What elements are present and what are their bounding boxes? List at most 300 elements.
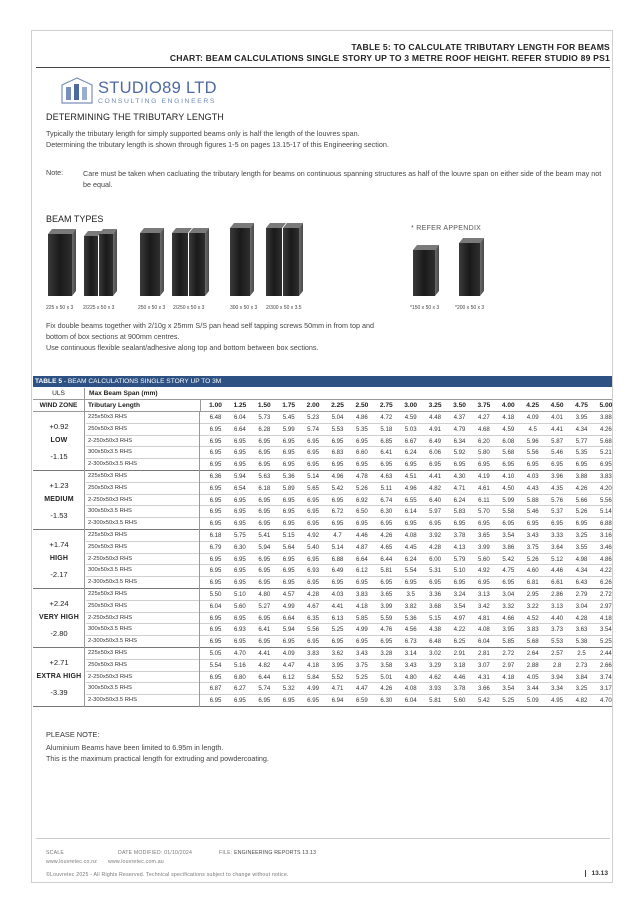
- span-value-cell: 3.04: [502, 591, 515, 598]
- span-value-cell: 5.14: [599, 508, 612, 516]
- span-value-cell: 6.95: [331, 461, 344, 469]
- span-value-cell: 6.95: [282, 697, 295, 705]
- span-value-cell: 6.80: [233, 673, 246, 681]
- span-value-cell: 6.95: [282, 520, 295, 528]
- span-value-cell: 4.03: [526, 473, 539, 480]
- span-value-cell: 5.35: [575, 449, 588, 457]
- span-value-cell: 3.58: [380, 661, 393, 669]
- span-value-cell: 6.95: [551, 520, 564, 528]
- span-value-cell: 4.70: [599, 697, 612, 705]
- span-value-cell: 2.97: [599, 602, 612, 610]
- span-value-cell: 5.12: [551, 555, 564, 563]
- span-value-cell: 6.95: [233, 449, 246, 457]
- span-value-cell: 4.62: [429, 673, 442, 681]
- footer-date: DATE MODIFIED: 01/10/2024: [118, 850, 193, 856]
- span-value-cell: 3.83: [307, 650, 320, 657]
- tributary-length-col: 1.25: [233, 402, 247, 409]
- span-value-cell: 4.61: [477, 484, 490, 492]
- span-value-cell: 6.41: [258, 626, 271, 634]
- tributary-length-header: Tributary Length: [88, 400, 201, 412]
- span-value-cell: 2.72: [502, 650, 515, 657]
- span-value-cell: 6.18: [209, 532, 222, 539]
- tributary-length-col: 3.75: [477, 402, 491, 409]
- company-name: STUDIO89 LTD: [98, 79, 217, 97]
- beam-type-cell: 2-300x50x3.5 RHS: [88, 459, 200, 471]
- span-value-cell: 5.04: [331, 414, 344, 421]
- span-value-cell: 4.99: [355, 626, 368, 634]
- span-value-cell: 5.42: [477, 697, 490, 705]
- span-value-cell: 6.87: [209, 685, 222, 693]
- span-value-cell: 3.43: [404, 661, 417, 669]
- span-value-cell: 4.46: [551, 567, 564, 575]
- wind-zone-block: [33, 412, 612, 471]
- span-value-cell: 3.36: [429, 591, 442, 598]
- span-value-cell: 5.36: [404, 614, 417, 622]
- span-value-cell: 3.34: [551, 685, 564, 693]
- span-value-cell: 2.81: [477, 650, 490, 657]
- tributary-length-col: 3.25: [428, 402, 442, 409]
- span-value-cell: 6.95: [258, 638, 271, 646]
- wind-zone-block: [33, 530, 612, 589]
- beam-type-cell: 2-300x50x3.5 RHS: [88, 695, 200, 707]
- span-value-cell: 6.95: [331, 496, 344, 504]
- beam-type-cell: 300x50x3.5 RHS: [88, 565, 200, 577]
- span-value-cell: 3.83: [599, 473, 612, 480]
- beam-type-cell: 2-250x50x3 RHS: [88, 436, 200, 448]
- span-value-cell: 6.06: [429, 449, 442, 457]
- beam-label: 2/300 x 50 x 3.5: [266, 305, 302, 311]
- beam-type-cell: 300x50x3.5 RHS: [88, 624, 200, 636]
- span-value-cell: 6.95: [258, 567, 271, 575]
- wind-zone-header: WIND ZONE: [33, 400, 85, 412]
- span-value-cell: 3.24: [453, 591, 466, 598]
- wind-zone-bottom: -1.53: [50, 511, 68, 520]
- span-value-cell: 4.47: [355, 685, 368, 693]
- table-row: [86, 695, 612, 707]
- beam-type-cell: 250x50x3 RHS: [88, 601, 200, 613]
- span-value-cell: 3.25: [575, 532, 588, 539]
- span-value-cell: 6.95: [307, 437, 320, 445]
- span-value-cell: 3.78: [453, 532, 466, 539]
- table-row: [86, 447, 612, 459]
- span-value-cell: 4.76: [380, 626, 393, 634]
- span-value-cell: 5.81: [380, 567, 393, 575]
- span-value-cell: 4.13: [453, 543, 466, 551]
- table-row: [86, 589, 612, 601]
- span-value-cell: 6.04: [209, 602, 222, 610]
- span-value-cell: 4.09: [526, 414, 539, 421]
- span-value-cell: 4.57: [282, 591, 295, 598]
- span-value-cell: 5.73: [258, 414, 271, 421]
- table-row: [86, 683, 612, 695]
- wind-zone-bottom: -2.17: [50, 570, 68, 579]
- span-value-cell: 6.95: [258, 555, 271, 563]
- span-value-cell: 4.7: [333, 532, 342, 539]
- span-value-cell: 5.89: [282, 484, 295, 492]
- uls-header: ULS: [33, 388, 85, 400]
- span-value-cell: 5.46: [526, 508, 539, 516]
- span-value-cell: 6.95: [209, 496, 222, 504]
- span-value-cell: 6.95: [258, 697, 271, 705]
- span-value-cell: 6.44: [258, 673, 271, 681]
- span-value-cell: 6.95: [282, 579, 295, 587]
- span-value-cell: 4.92: [307, 532, 320, 539]
- span-value-cell: 4.98: [575, 555, 588, 563]
- span-value-cell: 5.70: [477, 508, 490, 516]
- span-value-cell: 6.95: [233, 461, 246, 469]
- note-text: Care must be taken when cacluating the tributary length for beams on continuous spanning structures as half of the louvre span on either side of the beam may not be equal.: [83, 169, 602, 189]
- tributary-length-col: 2.75: [379, 402, 393, 409]
- span-value-cell: 5.10: [233, 591, 246, 598]
- span-value-cell: 5.94: [282, 626, 295, 634]
- wind-zone-label: [33, 412, 85, 471]
- span-value-cell: 4.41: [258, 650, 271, 657]
- span-value-cell: 4.22: [453, 626, 466, 634]
- fix-line-3: Use continuous flexible sealant/adhesive along top and bottom between box sections.: [46, 343, 319, 352]
- span-value-cell: 4.82: [575, 697, 588, 705]
- table-row: [86, 565, 612, 577]
- span-value-cell: 6.95: [355, 437, 368, 445]
- span-value-cell: 5.46: [551, 449, 564, 457]
- span-value-cell: 6.95: [258, 579, 271, 587]
- span-value-cell: 5.60: [453, 697, 466, 705]
- span-value-cell: 6.94: [331, 697, 344, 705]
- span-value-cell: 3.46: [599, 543, 612, 551]
- span-value-cell: 2.91: [453, 650, 466, 657]
- span-value-cell: 6.24: [453, 496, 466, 504]
- beam-type-cell: 250x50x3 RHS: [88, 424, 200, 436]
- span-value-cell: 6.95: [209, 425, 222, 433]
- span-value-cell: 4.91: [429, 425, 442, 433]
- span-value-cell: 3.95: [575, 414, 588, 421]
- span-value-cell: 6.04: [477, 638, 490, 646]
- wind-zone-name: VERY HIGH: [39, 614, 79, 621]
- span-value-cell: 6.95: [380, 461, 393, 469]
- table-row: [86, 424, 612, 436]
- tributary-length-col: 4.50: [550, 402, 564, 409]
- span-value-cell: 6.95: [209, 484, 222, 492]
- span-value-cell: 3.74: [599, 673, 612, 681]
- span-value-cell: 6.95: [209, 520, 222, 528]
- beam-type-cell: 225x50x3 RHS: [88, 412, 200, 424]
- span-value-cell: 6.04: [404, 697, 417, 705]
- span-value-cell: 5.59: [380, 614, 393, 622]
- span-value-cell: 6.95: [599, 461, 612, 469]
- span-value-cell: 6.95: [380, 520, 393, 528]
- footer-copyright: ©Louvretec 2025 - All Rights Reserved. Technical specifications subject to change without notice.: [46, 872, 289, 878]
- wind-zone-top: +1.23: [49, 481, 69, 490]
- span-value-cell: 6.50: [355, 508, 368, 516]
- wind-zone-top: +1.74: [49, 540, 69, 549]
- span-value-cell: 5.25: [599, 638, 612, 646]
- table-row: [86, 624, 612, 636]
- span-value-cell: 6.95: [282, 508, 295, 516]
- wind-zone-name: EXTRA HIGH: [36, 673, 82, 680]
- beam-225-double: [84, 229, 117, 296]
- table-header-row-2: [33, 400, 612, 412]
- span-value-cell: 6.95: [331, 437, 344, 445]
- span-value-cell: 5.25: [502, 697, 515, 705]
- span-value-cell: 6.95: [282, 461, 295, 469]
- span-value-cell: 3.83: [526, 626, 539, 634]
- span-value-cell: 6.41: [380, 449, 393, 457]
- span-value-cell: 6.95: [233, 567, 246, 575]
- span-value-cell: 6.18: [258, 484, 271, 492]
- span-value-cell: 4.37: [453, 414, 466, 421]
- span-value-cell: 4.34: [575, 567, 588, 575]
- span-value-cell: 5.35: [355, 425, 368, 433]
- beam-types-title: BEAM TYPES: [46, 214, 104, 224]
- span-value-cell: 5.60: [233, 602, 246, 610]
- span-value-cell: 6.95: [307, 496, 320, 504]
- span-value-cell: 5.63: [258, 473, 271, 480]
- span-value-cell: 6.64: [355, 555, 368, 563]
- span-value-cell: 3.43: [355, 650, 368, 657]
- span-value-cell: 3.73: [551, 626, 564, 634]
- span-value-cell: 4.70: [233, 650, 246, 657]
- span-value-cell: 5.79: [453, 555, 466, 563]
- section-title: DETERMINING THE TRIBUTARY LENGTH: [46, 112, 224, 122]
- span-value-cell: 4.08: [404, 532, 417, 539]
- span-value-cell: 4.66: [502, 614, 515, 622]
- beam-label: 225 x 50 x 3: [46, 305, 74, 311]
- table-row: [86, 471, 612, 483]
- span-value-cell: 2.97: [502, 661, 515, 669]
- table-body: [33, 412, 612, 707]
- span-value-cell: 6.95: [282, 437, 295, 445]
- span-value-cell: 5.45: [282, 414, 295, 421]
- span-value-cell: 6.95: [258, 496, 271, 504]
- beam-type-cell: 300x50x3.5 RHS: [88, 506, 200, 518]
- beam-200-single: [459, 238, 484, 296]
- beam-type-cell: 225x50x3 RHS: [88, 530, 200, 542]
- span-value-cell: 5.60: [477, 555, 490, 563]
- span-value-cell: 6.95: [209, 626, 222, 634]
- span-value-cell: 4.05: [526, 673, 539, 681]
- beam-type-cell: 225x50x3 RHS: [88, 648, 200, 660]
- span-value-cell: 6.95: [258, 437, 271, 445]
- span-value-cell: 3.68: [429, 602, 442, 610]
- span-value-cell: 6.95: [380, 638, 393, 646]
- span-value-cell: 4.08: [404, 685, 417, 693]
- table-row: [86, 554, 612, 566]
- span-value-cell: 4.26: [380, 685, 393, 693]
- span-value-cell: 4.96: [331, 473, 344, 480]
- span-value-cell: 6.95: [209, 673, 222, 681]
- span-value-cell: 5.09: [526, 697, 539, 705]
- wind-zone-block: [33, 589, 612, 648]
- span-value-cell: 6.95: [209, 461, 222, 469]
- span-value-cell: 4.51: [404, 473, 417, 480]
- span-value-cell: 3.86: [502, 543, 515, 551]
- span-value-cell: 4.59: [404, 414, 417, 421]
- span-value-cell: 2.66: [599, 661, 612, 669]
- span-value-cell: 3.54: [599, 626, 612, 634]
- footer-scale: SCALE: [46, 850, 65, 856]
- span-value-cell: 5.92: [453, 449, 466, 457]
- span-value-cell: 6.93: [307, 567, 320, 575]
- span-value-cell: 4.41: [551, 425, 564, 433]
- span-value-cell: 5.32: [282, 685, 295, 693]
- footer-file: [219, 850, 316, 856]
- span-value-cell: 3.88: [575, 473, 588, 480]
- span-value-cell: 3.16: [599, 532, 612, 539]
- wind-zone-name: LOW: [50, 437, 68, 444]
- span-value-cell: 6.00: [429, 555, 442, 563]
- span-value-cell: 4.26: [599, 425, 612, 433]
- span-value-cell: 4.79: [453, 425, 466, 433]
- span-value-cell: 4.27: [477, 414, 490, 421]
- span-value-cell: 4.18: [502, 673, 515, 681]
- span-value-cell: 4.28: [307, 591, 320, 598]
- tributary-length-col: 3.50: [453, 402, 466, 409]
- span-value-cell: 3.63: [575, 626, 588, 634]
- span-value-cell: 4.47: [282, 661, 295, 669]
- span-value-cell: 5.87: [551, 437, 564, 445]
- span-value-cell: 5.53: [331, 425, 344, 433]
- span-value-cell: 3.83: [355, 591, 368, 598]
- span-value-cell: 4.41: [331, 602, 344, 610]
- span-value-cell: 5.26: [526, 555, 539, 563]
- wind-zone-bottom: -1.15: [50, 452, 68, 461]
- wind-zone-block: [33, 471, 612, 530]
- span-value-cell: 6.88: [599, 520, 612, 528]
- span-value-cell: 6.95: [307, 579, 320, 587]
- span-value-cell: 2.73: [575, 661, 588, 669]
- span-value-cell: 6.95: [575, 520, 588, 528]
- beam-type-cell: 300x50x3.5 RHS: [88, 683, 200, 695]
- span-value-cell: 3.65: [380, 591, 393, 598]
- span-value-cell: 3.13: [551, 602, 564, 610]
- span-value-cell: 6.95: [331, 579, 344, 587]
- span-value-cell: 6.95: [282, 449, 295, 457]
- span-value-cell: 6.72: [331, 508, 344, 516]
- tributary-length-col: 2.00: [306, 402, 320, 409]
- span-value-cell: 6.25: [453, 638, 466, 646]
- span-value-cell: 6.81: [526, 579, 539, 587]
- beam-150-single: [413, 245, 439, 296]
- span-value-cell: 3.32: [502, 602, 515, 610]
- span-value-cell: 4.59: [502, 425, 515, 433]
- span-value-cell: 6.14: [404, 508, 417, 516]
- span-value-cell: 5.81: [429, 697, 442, 705]
- span-value-cell: 3.54: [453, 602, 466, 610]
- span-value-cell: 3.78: [453, 685, 466, 693]
- beam-type-cell: 225x50x3 RHS: [88, 589, 200, 601]
- wind-zone-name: MEDIUM: [44, 496, 74, 503]
- header-line-1: TABLE 5: TO CALCULATE TRIBUTARY LENGTH FOR BEAMS: [351, 42, 610, 52]
- span-value-cell: 6.11: [478, 496, 490, 504]
- span-value-cell: 6.95: [380, 579, 393, 587]
- span-value-cell: 4.01: [551, 414, 564, 421]
- span-value-cell: 5.40: [307, 543, 320, 551]
- beam-300-double: [266, 223, 303, 296]
- table-row: [86, 412, 612, 424]
- span-value-cell: 4.18: [355, 602, 368, 610]
- span-value-cell: 4.63: [380, 473, 393, 480]
- span-value-cell: 3.44: [526, 685, 539, 693]
- table-row: [86, 459, 612, 471]
- span-value-cell: 4.56: [404, 626, 417, 634]
- span-value-cell: 6.95: [429, 520, 442, 528]
- table-row: [86, 483, 612, 495]
- span-value-cell: 6.26: [599, 579, 612, 587]
- span-value-cell: 3.96: [551, 473, 564, 480]
- span-value-cell: 4.19: [477, 473, 490, 480]
- span-value-cell: 3.14: [404, 650, 417, 657]
- span-value-cell: 4.67: [307, 602, 320, 610]
- span-value-cell: 6.95: [258, 520, 271, 528]
- span-value-cell: 6.49: [331, 567, 344, 575]
- span-value-cell: 6.95: [233, 697, 246, 705]
- span-value-cell: 5.25: [355, 673, 368, 681]
- span-value-cell: 6.85: [380, 437, 393, 445]
- span-value-cell: 5.05: [209, 650, 222, 657]
- span-value-cell: 5.56: [599, 496, 612, 504]
- please-note-line-2: This is the maximum practical length for extruding and powdercoating.: [46, 754, 269, 763]
- span-value-cell: 4.52: [526, 614, 539, 622]
- note-label: Note:: [46, 168, 64, 177]
- span-value-cell: 6.95: [526, 461, 539, 469]
- span-value-cell: 6.95: [209, 437, 222, 445]
- span-value-cell: 5.14: [331, 543, 344, 551]
- table-row: [86, 495, 612, 507]
- span-value-cell: 6.95: [233, 614, 246, 622]
- span-value-cell: 6.30: [380, 697, 393, 705]
- span-value-cell: 5.84: [307, 673, 320, 681]
- span-value-cell: 6.95: [209, 567, 222, 575]
- span-value-cell: 6.95: [429, 579, 442, 587]
- span-value-cell: 4.26: [575, 484, 588, 492]
- span-value-cell: 6.48: [429, 638, 442, 646]
- max-span-header: Max Beam Span (mm): [89, 390, 158, 397]
- span-value-cell: 2.64: [526, 650, 539, 657]
- span-value-cell: 3.92: [429, 532, 442, 539]
- span-value-cell: 5.54: [404, 567, 417, 575]
- span-value-cell: 6.95: [502, 579, 515, 587]
- span-value-cell: 6.59: [355, 697, 368, 705]
- span-value-cell: 5.11: [380, 484, 392, 492]
- span-value-cell: 6.95: [477, 461, 490, 469]
- span-value-cell: 4.99: [307, 685, 320, 693]
- footer-url-nz[interactable]: www.louvretec.co.nz: [46, 859, 98, 865]
- wind-zone-label: [33, 648, 85, 707]
- span-value-cell: 6.95: [209, 508, 222, 516]
- span-value-cell: 3.07: [477, 661, 490, 669]
- span-value-cell: 6.95: [453, 461, 466, 469]
- span-value-cell: 5.64: [282, 543, 295, 551]
- span-value-cell: 5.66: [575, 496, 588, 504]
- span-value-cell: 3.33: [551, 532, 564, 539]
- footer-url-au[interactable]: www.louvretec.com.au: [108, 859, 164, 865]
- span-value-cell: 5.38: [575, 638, 588, 646]
- beam-type-cell: 2-300x50x3.5 RHS: [88, 577, 200, 589]
- span-value-cell: 6.30: [380, 508, 393, 516]
- span-value-cell: 6.95: [307, 508, 320, 516]
- span-value-cell: 6.95: [282, 567, 295, 575]
- span-value-cell: 4.40: [551, 614, 564, 622]
- beam-type-cell: 225x50x3 RHS: [88, 471, 200, 483]
- span-value-cell: 2.86: [551, 591, 564, 598]
- tributary-length-col: 4.25: [526, 402, 540, 409]
- span-value-cell: 6.95: [429, 461, 442, 469]
- beam-type-cell: 2-250x50x3 RHS: [88, 672, 200, 684]
- span-value-cell: 5.27: [258, 602, 271, 610]
- span-value-cell: 3.29: [429, 661, 442, 669]
- span-value-cell: 5.25: [331, 626, 344, 634]
- beam-label: *200 x 50 x 3: [455, 305, 485, 311]
- span-value-cell: 6.95: [307, 449, 320, 457]
